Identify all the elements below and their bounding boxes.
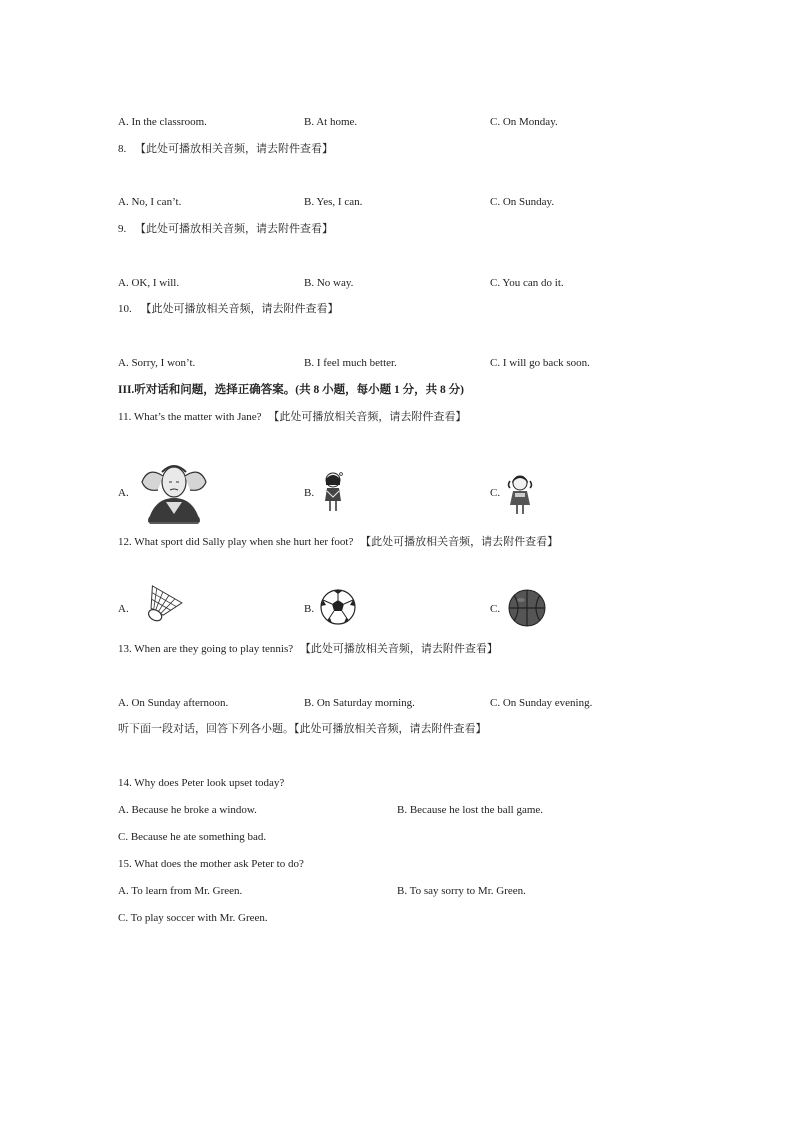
q7-option-b: B. At home. [304,116,358,128]
girl-stomachache-icon[interactable] [321,471,345,513]
q13-option-c: C. On Sunday evening. [490,697,593,709]
q10-option-a: A. Sorry, I won’t. [118,357,196,369]
q13-audio-note[interactable]: 【此处可播放相关音频，请去附件查看】 [299,643,498,655]
q12-audio-note[interactable]: 【此处可播放相关音频，请去附件查看】 [360,536,559,548]
headache-woman-icon[interactable] [134,458,214,524]
dialogue-instruction[interactable]: 听下面一段对话，回答下列各小题。【此处可播放相关音频，请去附件查看】 [118,723,487,735]
q8-prompt [118,142,333,156]
q7-options [118,115,558,129]
section-3-heading: III.听对话和问题，选择正确答案。(共 8 小题，每小题 1 分，共 8 分) [118,384,464,396]
q8-options [118,195,555,209]
basketball-icon[interactable] [508,589,546,627]
q11-option-b-label: B. [304,487,315,499]
q7-option-a: A. In the classroom. [118,116,207,128]
q8-option-a: A. No, I can’t. [118,196,182,208]
girl-toothache-icon[interactable] [507,474,533,516]
q9-options [118,276,564,290]
shuttlecock-icon[interactable] [133,585,189,629]
q15-option-b: B. To say sorry to Mr. Green. [397,885,526,897]
q12-prompt [118,535,558,549]
q7-option-c: C. On Monday. [490,116,558,128]
q12-option-c-label: C. [490,603,501,615]
q13-option-b: B. On Saturday morning. [304,697,415,709]
q13-prompt [118,642,498,656]
q13-options [118,696,593,710]
q8-number: 8. [118,143,127,155]
q10-audio-note[interactable]: 【此处可播放相关音频，请去附件查看】 [140,303,339,315]
q15-options-row1 [118,884,526,898]
q15-option-a: A. To learn from Mr. Green. [118,885,243,897]
q8-audio-note[interactable]: 【此处可播放相关音频，请去附件查看】 [135,143,333,155]
q9-option-c: C. You can do it. [490,277,564,289]
q9-option-a: A. OK, I will. [118,277,180,289]
q14-options-row1 [118,803,544,817]
q8-option-b: B. Yes, I can. [304,196,363,208]
q12-question: 12. What sport did Sally play when she hurt her foot? [118,536,354,548]
q11-option-c-label: C. [490,487,501,499]
q15-question: 15. What does the mother ask Peter to do? [118,858,304,870]
q9-option-b: B. No way. [304,277,354,289]
q13-question: 13. When are they going to play tennis? [118,643,294,655]
q10-prompt [118,302,339,316]
q11-audio-note[interactable]: 【此处可播放相关音频，请去附件查看】 [268,411,467,423]
q9-audio-note[interactable]: 【此处可播放相关音频，请去附件查看】 [135,223,333,235]
q10-option-b: B. I feel much better. [304,357,397,369]
q10-options [118,356,590,370]
q14-question: 14. Why does Peter look upset today? [118,777,285,789]
q9-number: 9. [118,223,127,235]
q13-option-a: A. On Sunday afternoon. [118,697,229,709]
q10-option-c: C. I will go back soon. [490,357,590,369]
q9-prompt [118,222,333,236]
q11-prompt [118,410,466,424]
q12-option-b-label: B. [304,603,315,615]
q11-question: 11. What’s the matter with Jane? [118,411,262,423]
q14-option-c: C. Because he ate something bad. [118,831,267,843]
q12-option-a-label: A. [118,603,129,615]
q8-option-c: C. On Sunday. [490,196,555,208]
q15-option-c: C. To play soccer with Mr. Green. [118,912,268,924]
q14-option-a: A. Because he broke a window. [118,804,257,816]
q11-option-a-label: A. [118,487,129,499]
q14-option-b: B. Because he lost the ball game. [397,804,544,816]
soccer-ball-icon[interactable] [320,589,356,625]
q10-number: 10. [118,303,132,315]
